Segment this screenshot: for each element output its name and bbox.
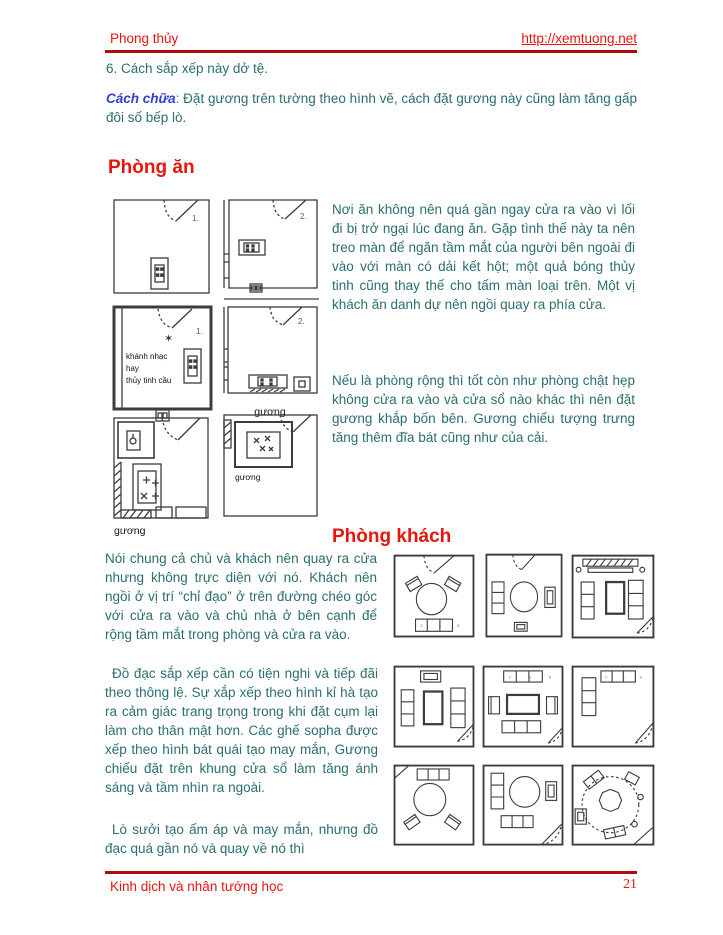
living-diagram-7 [392,763,476,848]
door-swing-icon [162,418,200,440]
sofa-icon [451,688,465,728]
diagram-label: 2. [298,317,305,326]
sofa-icon [628,580,643,619]
sofa-icon [504,671,560,682]
dining-diagram-5 [112,414,211,524]
living-diagram-9 [570,763,656,848]
note-line-3: thủy tinh cầu [126,376,172,385]
door-swing-icon [541,824,561,844]
dining-paragraph-2: Nếu là phòng rộng thì tốt còn như phòng chật hẹp không cửa ra vào và cửa sổ nào khác thì nên đặt gương khắp bốn bên. Gương chiếu tượng trưng tăng thêm đĩa bát cũng như của cải. [332,373,635,445]
coffee-table-icon [606,582,624,614]
door-leaf [395,766,409,779]
dining-table-icon [249,375,287,392]
door-swing-icon [280,415,311,432]
fix-text: : Đặt gương trên tường theo hình vẽ, cách đặt gương này cũng làm tăng gấp đôi số bếp lò. [106,91,637,125]
dining-table-icon [151,258,168,289]
fix-paragraph [106,89,637,127]
sofa-icon [416,619,467,631]
mirror-label: gương [254,406,286,418]
chair-icon [546,782,557,801]
dining-diagram-6 [222,413,319,520]
chair-icon [547,697,558,714]
footer-book-title: Kinh dịch và nhân tướng học [110,879,284,894]
plant-icon [632,821,638,826]
living-diagram-5 [481,664,565,750]
dining-paragraph-1: Nơi ăn không nên quá gần ngay cửa ra vào vì lối đi bị trở ngại lúc đang ăn. Gặp tình thế này ta nên treo màn để ngăn tầm mắt của người bên ngoài đi vào với màn có dải kết hột; một quả bóng thủy tinh cũng thay thế cho tấm màn loại trên. Một vị khách ăn danh dự nên ngồi quay ra phía cửa. [332,202,635,312]
chair-icon [421,671,441,682]
fix-label: Cách chữa [106,91,176,106]
dining-table-icon [239,240,265,255]
dining-diagram-1 [112,198,211,297]
chair-icon [625,772,640,785]
living-paragraph-1: Nói chung cả chủ và khách nên quay ra cửa nhưng không trực diện với nó. Khách nên ngồi ở vị trí “chỉ đạo” ở trên đường chéo góc với cửa ra vào và chủ nhà ở bên cạnh để rộng tầm mắt trong phòng và cửa ra vào. [105,551,377,642]
footer-page-number: 21 [623,877,637,892]
mirror-label: gương [114,525,146,537]
round-table-icon [414,783,446,815]
dining-diagram-3 [112,305,213,424]
stove-icon [250,284,262,292]
octagon-table-icon [599,789,621,811]
diagram-label: 1. [192,214,199,223]
bagua-circle [582,777,639,833]
living-diagram-6 [570,664,656,750]
intro-line: 6. Cách sắp xếp này dở tệ. [106,61,268,76]
coffee-table-icon [507,695,539,714]
chair-icon [445,576,461,591]
living-paragraph-2: Đồ đạc sắp xếp cần có tiện nghi và tiếp đãi theo thông lệ. Sự xắp xếp theo hình kỉ hà tạo ra cảm giác trang trọng trong khi đặt cụm lại làm cho thân mật hơn. Các ghế sopha được xếp theo hình bát quái tạo may mắn, Gương chiếu đặt trên khung cửa sổ làm tăng ánh sáng và tầm nhìn ra ngoài. [105,666,378,795]
round-table-icon [510,582,537,612]
sofa-icon [492,582,504,614]
mirror-hatch-wall [224,420,231,448]
sofa-icon [501,816,533,828]
sofa-icon [581,582,594,619]
sofa-icon [601,671,649,682]
chair-icon [404,814,420,829]
round-table-icon [510,777,540,808]
header-rule [105,50,637,53]
sofa-icon [502,721,541,733]
bench-icon [156,507,172,518]
door-swing-icon [548,728,562,743]
mirror-frame [235,422,292,467]
diagram-label: 2. [300,212,307,221]
living-diagram-3 [570,553,656,641]
dining-table-icon [133,464,161,510]
counter-wall [224,200,229,288]
chair-icon [445,814,461,829]
chair-icon [575,809,586,824]
note-line-2: hay [126,364,139,373]
svg-text:c s s: c s s [420,622,467,628]
side-table-icon [514,622,527,631]
note-line-1: khánh nhạc [126,352,168,361]
chair-icon [489,697,500,714]
living-diagram-2 [484,552,564,640]
chair-icon [545,587,555,607]
living-diagram-8 [481,763,565,848]
mirror-label: gương [235,472,261,482]
living-diagram-1 [392,553,476,640]
diagram-label: 1. [196,327,203,336]
dining-diagram-2 [222,198,319,302]
door-swing-icon [158,309,192,328]
piano-icon [576,559,644,572]
sofa-icon [417,769,449,780]
door-leaf [634,828,653,845]
dining-diagram-4 [222,305,319,405]
footer-rule [105,871,637,874]
dining-heading: Phòng ăn [108,157,195,178]
round-table-icon [416,583,446,614]
sofa-icon [582,678,596,716]
header-link[interactable]: http://xemtuong.net [521,31,637,46]
door-swing-icon [424,556,454,573]
sideboard-icon [176,507,206,518]
chair-icon [294,377,310,391]
living-diagram-4 [392,664,476,750]
sofa-icon [583,770,604,789]
room-outline [395,766,474,845]
svg-text:c s s: c s s [605,674,649,680]
room-outline [484,766,563,845]
living-heading: Phòng khách [332,526,452,547]
door-swing-icon [635,722,653,743]
svg-text:c s s: c s s [508,674,560,680]
room-outline [395,667,474,747]
door-swing-icon [513,555,535,570]
plant-icon [638,794,644,799]
room-outline [224,415,317,516]
closet-room [118,422,154,458]
living-paragraph-3: Lò sưởi tạo ấm áp và may mắn, nhưng đồ đạc quá gần nó và quay về nó thì [105,822,378,856]
coffee-table-icon [424,692,442,725]
dining-table-icon [184,349,201,383]
header-title: Phong thủy [110,31,179,46]
sofa-icon [401,690,414,726]
sofa-icon [491,773,504,809]
crystal-star-icon: ✶ [164,333,174,345]
